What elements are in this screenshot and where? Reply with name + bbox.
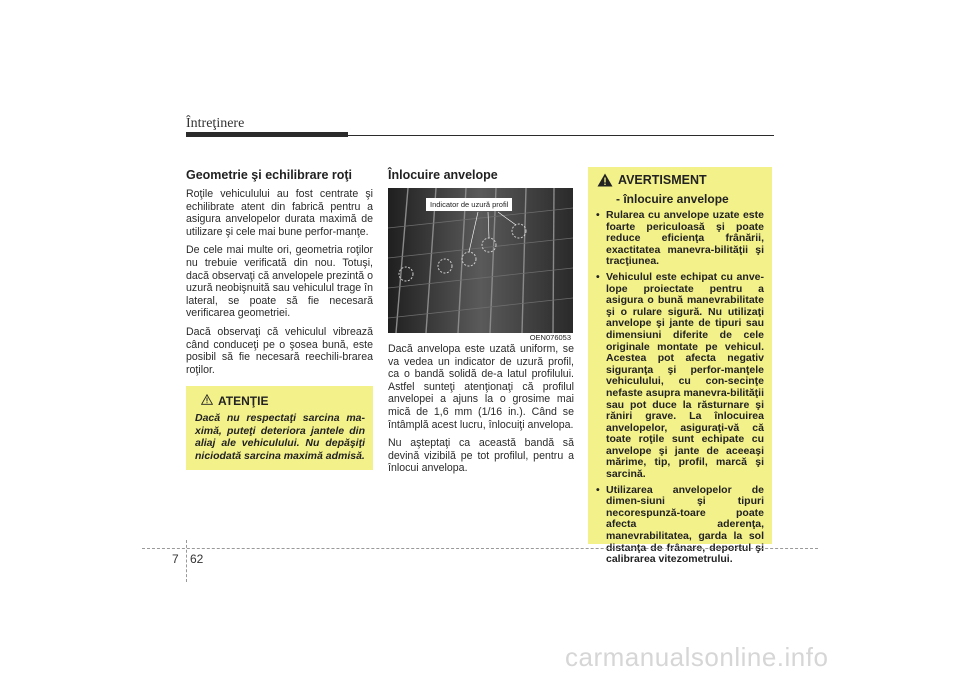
page-number: 62 [190, 552, 204, 566]
watermark: carmanualsonline.info [565, 642, 829, 672]
warning-heading [597, 173, 772, 192]
list-item: • Vehiculul este echipat cu anve-lope proiectate pentru a asigura o bună manevrabilitate şi o rulare sigură. Nu utilizaţi anvelope şi jante de tipuri sau dimensiuni diferite de cele originale montate pe vehicul. Acestea pot afecta negativ siguranţa şi perfor-manţele vehiculului, cu con-secinţe nefaste asupra manevra-bilităţii sau pot duce la răsturnare şi răniri grave. La înlocuirea anvelopelor, asiguraţi-vă că toate roţile sunt echipate cu anvelope şi jante de aceeaşi mărime, tip, profil, marcă şi sarcină. [596, 272, 764, 481]
tread-wear-indicator-label: Indicator de uzură profil [426, 198, 512, 211]
section-heading-tire-replacement: Înlocuire anvelope [388, 168, 498, 182]
caution-text: Dacă nu respectaţi sarcina ma-ximă, puteţi deteriora jantele din aliaj ale vehiculului. Nu depăşiţi niciodată sarcina maximă admisă. [195, 412, 365, 462]
caution-box [186, 386, 373, 470]
footer-divider [142, 548, 818, 549]
list-item: • Utilizarea anvelopelor de dimen-siuni şi tipuri necorespunză-toare poate afecta aderenţa, manevrabilitatea, garda la sol distanţa de frânare, deportul şi calibrarea vitezometrului. [596, 485, 764, 566]
caution-heading [201, 394, 365, 408]
column-tire-replacement [388, 168, 574, 481]
footer-vertical-divider [186, 540, 187, 582]
column-wheel-alignment [186, 168, 373, 470]
warning-list [588, 210, 772, 566]
column-warning [588, 168, 775, 566]
warning-title: AVERTISMENT [618, 173, 707, 187]
page-header-title: Întreţinere [186, 116, 245, 131]
section-heading-alignment: Geometrie şi echilibrare roţi [186, 168, 353, 182]
warning-triangle-icon [597, 173, 613, 192]
warning-box [588, 167, 772, 566]
tread-wear-photo [388, 188, 573, 343]
header-rule [186, 135, 774, 136]
paragraph: Dacă anvelopa este uzată uniform, se va vedea un indicator de uzură profil, ca o bandă solidă de-a latul profilului. Astfel sunteţi atenţionaţi că profilul anvelopei a ajuns la o grosime mai mică de 1,6 mm (1/16 in.). Când se întâmplă acest lucru, înlocuiţi anvelopa. [388, 343, 574, 431]
paragraph: Roţile vehiculului au fost centrate şi echilibrate atent din fabrică pentru a asigura anvelopelor durata maximă de utilizare şi cele mai bune perfor-manţe. [186, 188, 373, 238]
tire-photo [388, 188, 573, 333]
warning-triangle-icon [201, 394, 213, 408]
caution-title: ATENŢIE [218, 394, 269, 409]
warning-subtitle: - înlocuire anvelope [616, 192, 729, 206]
paragraph: Nu aşteptaţi ca această bandă să devină vizibilă pe tot profilul, pentru a înlocui anvelopa. [388, 437, 574, 475]
image-code: OEN076053 [529, 333, 571, 342]
paragraph: De cele mai multe ori, geometria roţilor nu trebuie verificată din nou. Totuşi, dacă observaţi că anvelopele prezintă o uzură neobişnuită sau vehiculul trage în lateral, se poate să fie necesară verificarea geometriei. [186, 244, 373, 320]
chapter-number: 7 [172, 552, 179, 566]
paragraph: Dacă observaţi că vehiculul vibrează când conduceţi pe o şosea bună, este posibil să fie necesară reechili-brarea roţilor. [186, 325, 373, 376]
list-item: • Rularea cu anvelope uzate este foarte periculoasă şi poate reduce eficienţa frânării, exactitatea manevra-bilităţii şi tracţiunea. [596, 210, 764, 268]
